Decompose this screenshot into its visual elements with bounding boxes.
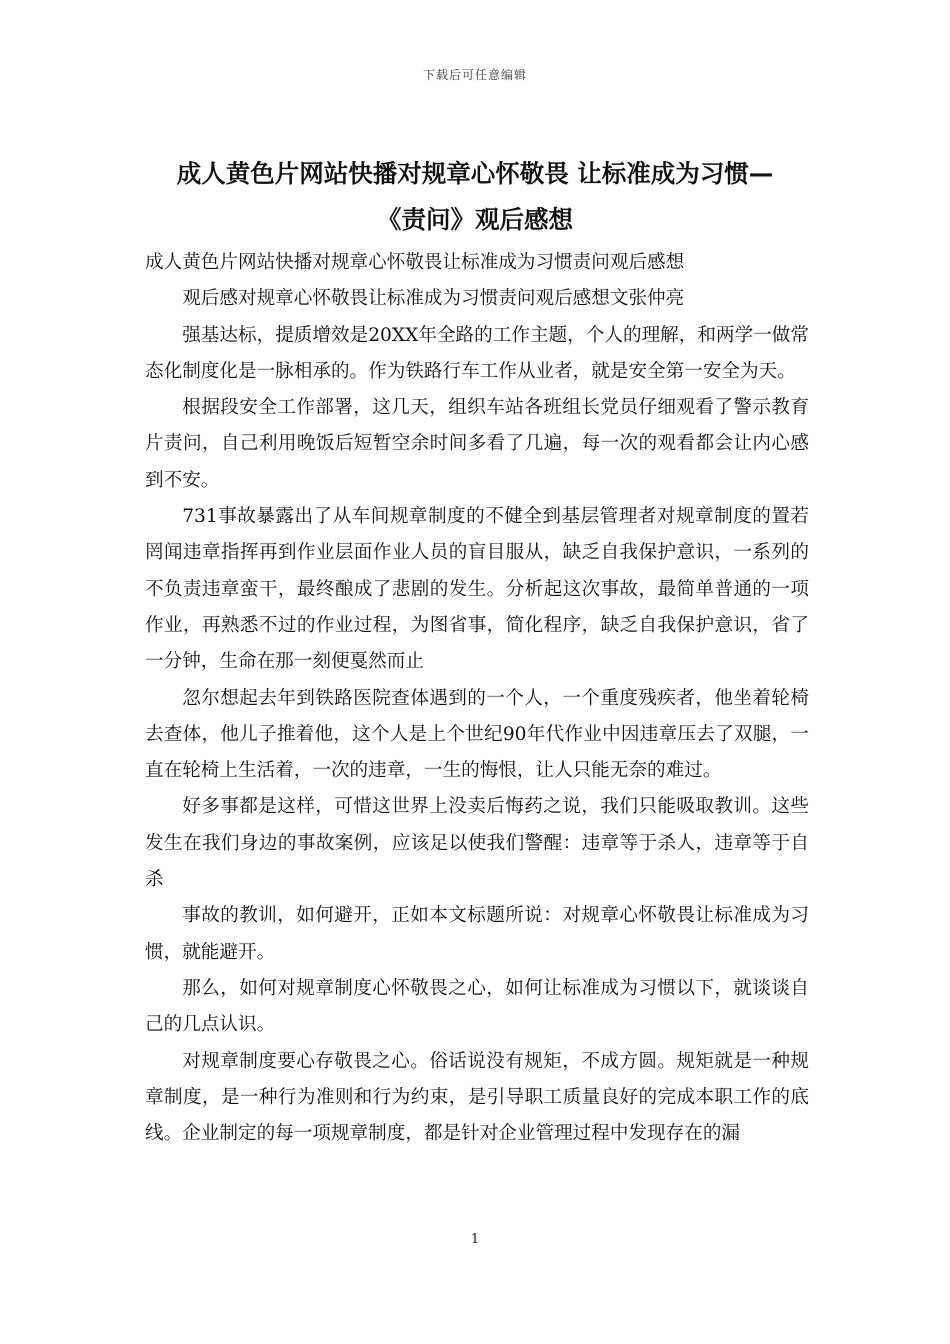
paragraph: 强基达标，提质增效是20XX年全路的工作主题，个人的理解，和两学一做常态化制度化是一脉相承的。作为铁路行车工作从业者，就是安全第一安全为天。	[145, 324, 809, 382]
header-note: 下载后可任意编辑	[422, 68, 527, 82]
paragraph: 731事故暴露出了从车间规章制度的不健全到基层管理者对规章制度的置若罔闻违章指挥再到作业层面作业人员的盲目服从，缺乏自我保护意识，一系列的不负责违章蛮干，最终酿成了悲剧的发生。分析起这次事故，最简单普通的一项作业，再熟悉不过的作业过程，为图省事，简化程序，缺乏自我保护意识，省了一分钟，生命在那一刻便戛然而止	[145, 506, 809, 673]
paragraph: 观后感对规章心怀敬畏让标准成为习惯责问观后感想文张仲亮	[182, 288, 685, 310]
paragraph-subtitle: 成人黄色片网站快播对规章心怀敬畏让标准成为习惯责问观后感想	[145, 252, 685, 273]
document-body	[145, 245, 809, 1152]
paragraph: 忽尔想起去年到铁路医院查体遇到的一个人，一个重度残疾者，他坐着轮椅去查体，他儿子推着他，这个人是上个世纪90年代作业中因违章压去了双腿，一直在轮椅上生活着，一次的违章，一生的悔恨，让人只能无奈的难过。	[145, 687, 809, 782]
paragraph: 根据段安全工作部署，这几天，组织车站各班组长党员仔细观看了警示教育片责问，自己利用晚饭后短暂空余时间多看了几遍，每一次的观看都会让内心感到不安。	[145, 397, 809, 491]
document-title-line-1: 成人黄色片网站快播对规章心怀敬畏 让标准成为习惯—	[176, 159, 774, 188]
document-title-line-2: 《责问》观后感想	[377, 205, 573, 234]
paragraph: 好多事都是这样，可惜这世界上没卖后悔药之说，我们只能吸取教训。这些发生在我们身边的事故案例，应该足以使我们警醒：违章等于杀人，违章等于自杀	[145, 796, 809, 891]
paragraph: 事故的教训，如何避开，正如本文标题所说：对规章心怀敬畏让标准成为习惯，就能避开。	[145, 905, 809, 963]
paragraph: 那么，如何对规章制度心怀敬畏之心，如何让标准成为习惯以下，就谈谈自己的几点认识。	[145, 977, 809, 1036]
page-number: 1	[470, 1232, 480, 1247]
paragraph: 对规章制度要心存敬畏之心。俗话说没有规矩，不成方圆。规矩就是一种规章制度，是一种行为准则和行为约束，是引导职工质量良好的完成本职工作的底线。企业制定的每一项规章制度，都是针对企业管理过程中发现存在的漏	[145, 1050, 809, 1145]
